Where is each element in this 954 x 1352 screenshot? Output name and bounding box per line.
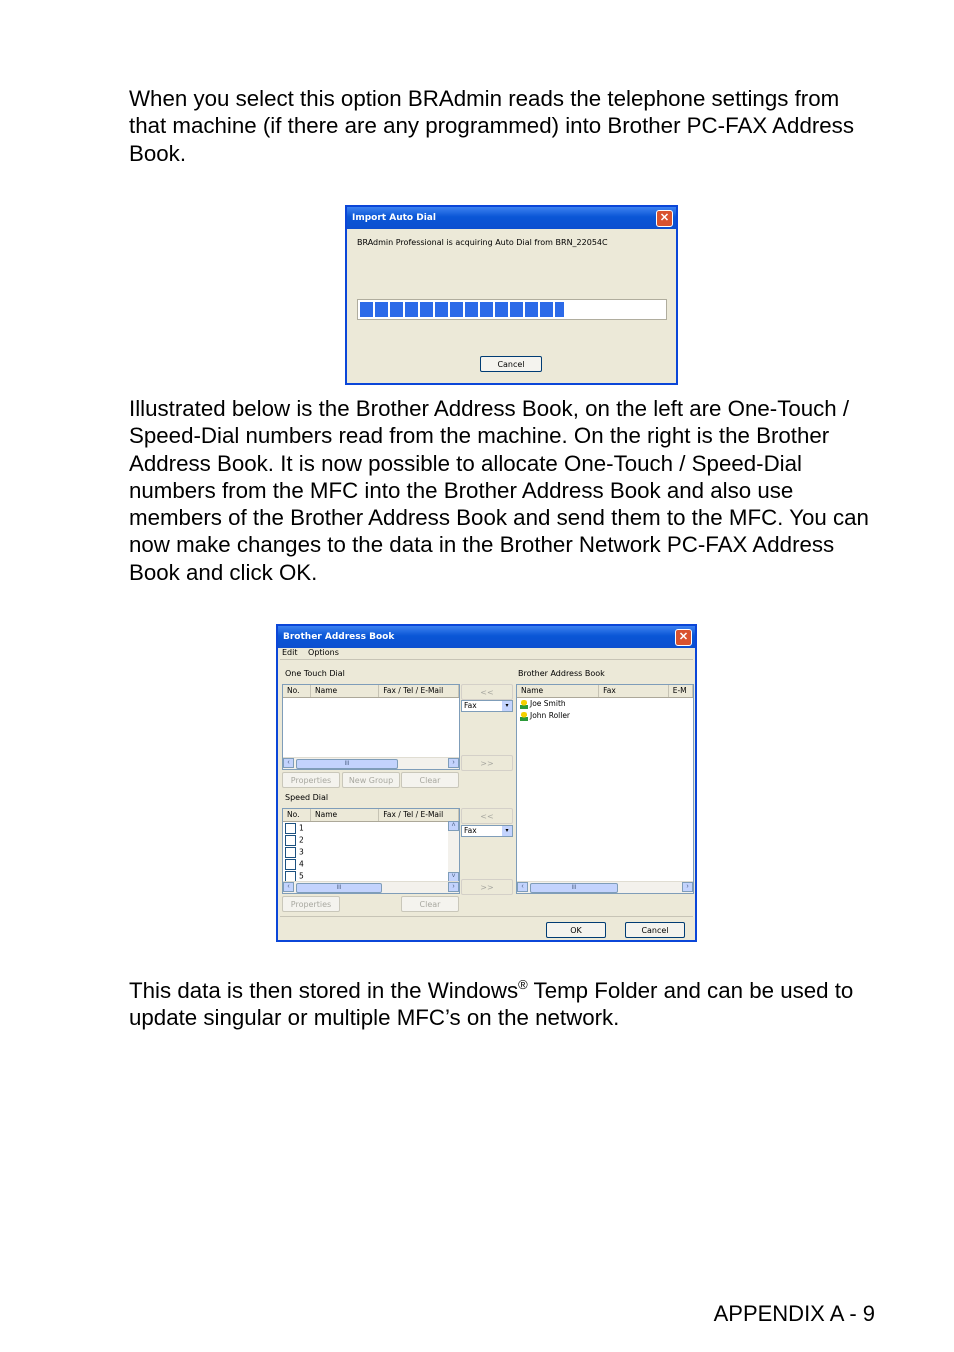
row-number: 5 (299, 871, 304, 881)
row-checkbox[interactable] (285, 859, 296, 870)
move-right-button[interactable]: >> (461, 755, 513, 771)
row-checkbox[interactable] (285, 835, 296, 846)
scroll-right-icon[interactable]: › (448, 758, 459, 768)
one-touch-list[interactable] (282, 684, 460, 770)
row-number: 4 (299, 859, 304, 869)
vertical-scrollbar[interactable] (448, 821, 459, 882)
column-name[interactable]: Name (517, 685, 599, 697)
scroll-right-icon[interactable]: › (682, 882, 693, 892)
address-book-list[interactable] (516, 684, 694, 894)
scroll-up-icon[interactable]: ˄ (448, 821, 459, 831)
chevron-down-icon[interactable]: ▾ (502, 701, 512, 711)
closing-text-end: Temp Folder and can be used to update singular or multiple MFC’s on the network. (129, 978, 854, 1031)
contact-name: John Roller (530, 711, 571, 720)
intro-paragraph: When you select this option BRAdmin reads the telephone settings from that machine (if there are any programmed) into Brother PC-FAX Address Book. (129, 86, 854, 166)
menu-edit[interactable]: Edit (282, 648, 298, 657)
table-row[interactable] (285, 847, 304, 858)
row-number: 1 (299, 823, 304, 833)
menu-bar (282, 648, 347, 657)
move-right-button[interactable]: >> (461, 879, 513, 895)
column-no[interactable]: No. (283, 685, 311, 697)
clear-button[interactable]: Clear (401, 896, 459, 912)
properties-button[interactable]: Properties (282, 896, 340, 912)
table-row[interactable] (285, 835, 304, 846)
move-left-button[interactable]: << (461, 684, 513, 700)
fax-type-value: Fax (464, 826, 477, 835)
speed-dial-header (283, 809, 459, 822)
table-row[interactable] (285, 823, 304, 834)
progress-bar (357, 299, 667, 320)
scroll-left-icon[interactable]: ‹ (517, 882, 528, 892)
close-icon[interactable]: ✕ (675, 629, 692, 646)
progress-message: BRAdmin Professional is acquiring Auto Dial from BRN_22054C (357, 238, 608, 247)
brother-address-book-dialog (276, 624, 697, 942)
horizontal-scrollbar[interactable] (283, 757, 459, 769)
contact-icon (520, 712, 528, 721)
fax-type-select[interactable] (461, 700, 513, 712)
list-item[interactable] (520, 711, 570, 721)
one-touch-header (283, 685, 459, 698)
horizontal-scrollbar[interactable] (283, 881, 459, 893)
fax-type-select[interactable] (461, 825, 513, 837)
scroll-thumb[interactable]: III (296, 883, 382, 893)
scroll-left-icon[interactable]: ‹ (283, 758, 294, 768)
dialog-title: Import Auto Dial (347, 207, 676, 229)
column-fax[interactable]: Fax / Tel / E-Mail (379, 685, 459, 697)
column-email[interactable]: E-M (669, 685, 693, 697)
list-item[interactable] (520, 699, 566, 709)
cancel-button[interactable]: Cancel (480, 356, 542, 372)
progress-fill (360, 302, 564, 317)
footer-separator (280, 916, 693, 917)
table-row[interactable] (285, 859, 304, 870)
contact-name: Joe Smith (530, 699, 566, 708)
menu-options[interactable]: Options (308, 648, 339, 657)
cancel-button[interactable]: Cancel (625, 922, 685, 938)
properties-button[interactable]: Properties (282, 772, 340, 788)
move-left-button[interactable]: << (461, 808, 513, 824)
page-footer: APPENDIX A - 9 (713, 1301, 875, 1326)
closing-text-start: This data is then stored in the Windows (129, 978, 519, 1003)
description-paragraph: Illustrated below is the Brother Address Book, on the left are One-Touch / Speed-Dial numbers read from the machine. On the right is the Brother Address Book. It is now possible to allocate One-Touch / Speed-Dial numbers from the MFC into the Brother Address Book and also use members of the Brother Address Book and send them to the MFC. You can now make changes to the data in the Brother Network PC-FAX Address Book and click OK. (129, 396, 869, 585)
row-number: 2 (299, 835, 304, 845)
registered-mark: ® (518, 977, 528, 992)
scroll-thumb[interactable]: III (530, 883, 618, 893)
address-book-header (517, 685, 693, 698)
column-no[interactable]: No. (283, 809, 311, 821)
closing-paragraph (129, 977, 874, 1032)
column-fax[interactable]: Fax (599, 685, 669, 697)
ok-button[interactable]: OK (546, 922, 606, 938)
row-checkbox[interactable] (285, 847, 296, 858)
chevron-down-icon[interactable]: ▾ (502, 826, 512, 836)
column-fax[interactable]: Fax / Tel / E-Mail (379, 809, 459, 821)
speed-dial-label: Speed Dial (285, 793, 329, 802)
one-touch-label: One Touch Dial (285, 669, 345, 678)
contact-icon (520, 700, 528, 709)
menu-separator (280, 659, 693, 660)
speed-dial-list[interactable] (282, 808, 460, 894)
fax-type-value: Fax (464, 701, 477, 710)
scroll-left-icon[interactable]: ‹ (283, 882, 294, 892)
new-group-button[interactable]: New Group (342, 772, 400, 788)
horizontal-scrollbar[interactable] (517, 881, 693, 893)
scroll-down-icon[interactable]: ˅ (448, 872, 459, 882)
dialog-title: Brother Address Book (278, 626, 695, 648)
clear-button[interactable]: Clear (401, 772, 459, 788)
scroll-right-icon[interactable]: › (448, 882, 459, 892)
column-name[interactable]: Name (311, 685, 379, 697)
import-auto-dial-dialog (345, 205, 678, 385)
scroll-thumb[interactable]: III (296, 759, 398, 769)
row-number: 3 (299, 847, 304, 857)
row-checkbox[interactable] (285, 823, 296, 834)
column-name[interactable]: Name (311, 809, 379, 821)
address-book-label: Brother Address Book (518, 669, 605, 678)
close-icon[interactable]: ✕ (656, 210, 673, 227)
